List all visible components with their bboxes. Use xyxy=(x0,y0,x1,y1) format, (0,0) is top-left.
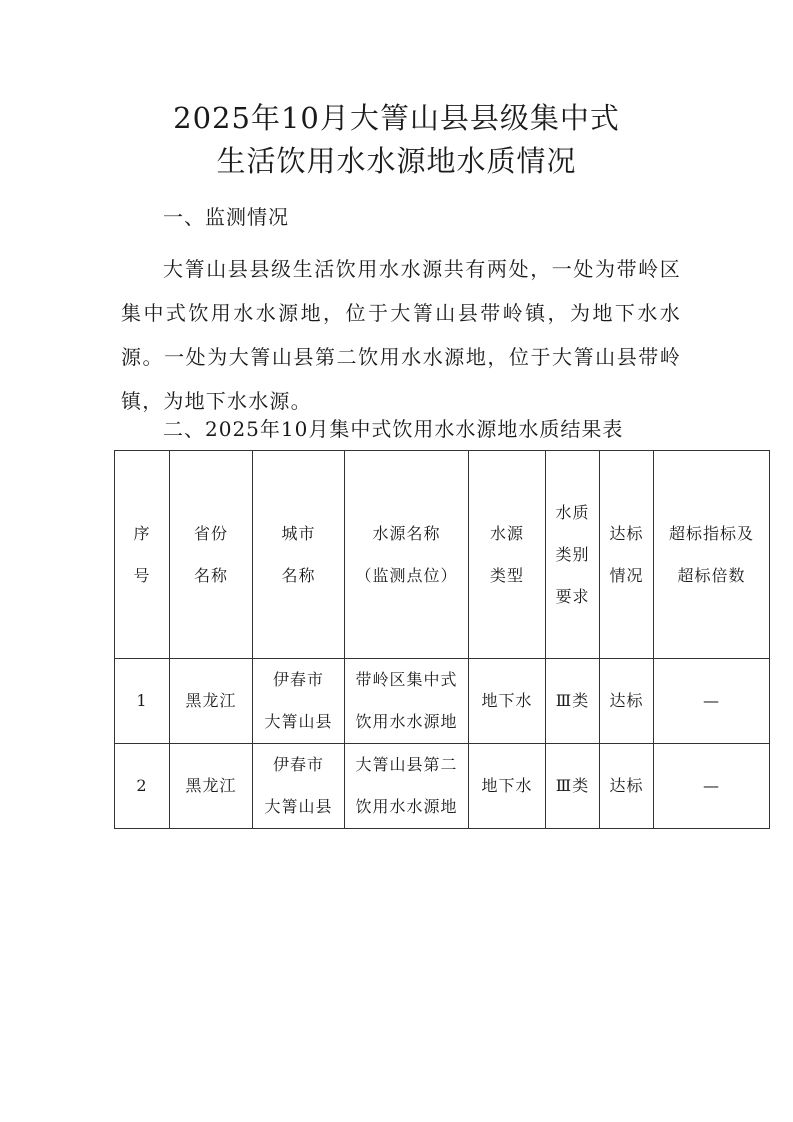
header-exceed-index: 超标指标及 超标倍数 xyxy=(654,451,770,659)
cell-province: 黑龙江 xyxy=(170,659,253,744)
document-title-line-2: 生活饮用水水源地水质情况 xyxy=(216,144,577,178)
cell-province: 黑龙江 xyxy=(170,744,253,829)
header-quality-class: 水质 类别 要求 xyxy=(546,451,600,659)
table-row xyxy=(115,744,770,829)
cell-source-type: 地下水 xyxy=(469,659,546,744)
header-compliance: 达标 情况 xyxy=(600,451,654,659)
document-title-line-1: 2025年10月大箐山县县级集中式 xyxy=(173,101,620,135)
cell-compliance: 达标 xyxy=(600,659,654,744)
cell-no: 1 xyxy=(115,659,170,744)
cell-source-type: 地下水 xyxy=(469,744,546,829)
cell-quality-class: Ⅲ类 xyxy=(546,659,600,744)
section-1-paragraph: 大箐山县县级生活饮用水水源共有两处，一处为带岭区集中式饮用水水源地，位于大箐山县带岭镇，为地下水水源。一处为大箐山县第二饮用水水源地，位于大箐山县带岭镇，为地下水水源。 xyxy=(121,257,681,413)
header-no: 序 号 xyxy=(115,451,170,659)
table-row xyxy=(115,659,770,744)
header-source-name: 水源名称 （监测点位） xyxy=(345,451,469,659)
header-city: 城市 名称 xyxy=(253,451,345,659)
header-source-type: 水源 类型 xyxy=(469,451,546,659)
cell-city: 伊春市 大箐山县 xyxy=(253,659,345,744)
table-header-row xyxy=(115,451,770,659)
cell-source-name: 大箐山县第二 饮用水水源地 xyxy=(345,744,469,829)
cell-no: 2 xyxy=(115,744,170,829)
cell-source-name: 带岭区集中式 饮用水水源地 xyxy=(345,659,469,744)
section-1-heading: 一、监测情况 xyxy=(163,205,289,229)
cell-exceed-index: — xyxy=(654,659,770,744)
header-province: 省份 名称 xyxy=(170,451,253,659)
section-2-heading: 二、2025年10月集中式饮用水水源地水质结果表 xyxy=(163,417,624,441)
water-quality-table xyxy=(114,450,770,829)
cell-exceed-index: — xyxy=(654,744,770,829)
cell-city: 伊春市 大箐山县 xyxy=(253,744,345,829)
cell-quality-class: Ⅲ类 xyxy=(546,744,600,829)
cell-compliance: 达标 xyxy=(600,744,654,829)
